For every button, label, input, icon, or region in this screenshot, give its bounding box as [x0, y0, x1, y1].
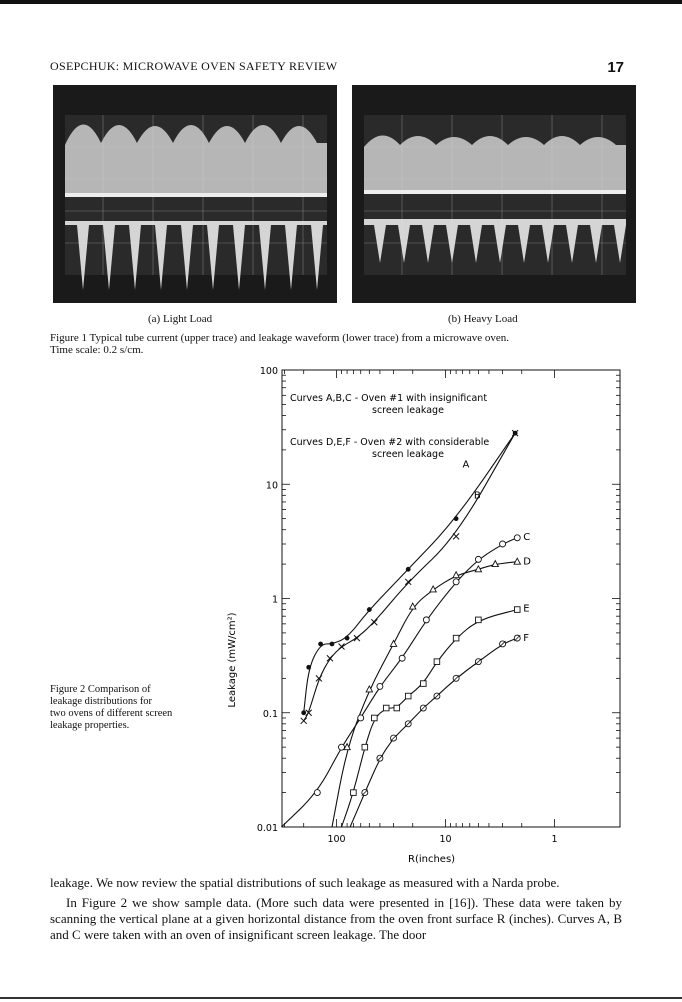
marker-b	[371, 619, 377, 625]
marker-b	[405, 579, 411, 585]
curve-e	[342, 610, 518, 827]
marker-e	[351, 790, 357, 796]
y-tick-label: 1	[271, 594, 278, 606]
marker-c	[399, 655, 405, 661]
marker-a	[406, 567, 411, 572]
x-axis-label: R(inches)	[408, 854, 456, 865]
marker-f	[453, 675, 459, 681]
marker-c	[314, 790, 320, 796]
marker-b	[301, 718, 307, 724]
curve-a	[304, 433, 515, 713]
x-tick-label: 10	[439, 834, 452, 845]
annotation-line2: Curves D,E,F - Oven #2 with considerable	[290, 437, 490, 448]
oscilloscope-photo-light-load	[53, 85, 337, 303]
marker-f	[391, 735, 397, 741]
body-text	[50, 875, 622, 943]
leakage-distribution-chart	[220, 360, 640, 870]
y-tick-label: 0.01	[256, 823, 278, 834]
annotation-line1: Curves A,B,C - Oven #1 with insignificant	[290, 393, 488, 404]
figure1-caption-line1: Figure 1 Typical tube current (upper trace) and leakage waveform (lower trace) from a microwave oven.	[50, 332, 509, 344]
curve-c	[281, 538, 517, 827]
bottom-rule	[0, 997, 682, 999]
marker-c	[475, 556, 481, 562]
marker-e	[453, 635, 459, 641]
top-rule	[0, 0, 682, 4]
series-label-e: E	[523, 603, 530, 615]
marker-e	[362, 744, 368, 750]
marker-e	[394, 705, 400, 711]
marker-c	[453, 579, 459, 585]
marker-c	[423, 617, 429, 623]
marker-b	[354, 635, 360, 641]
marker-c	[514, 535, 520, 541]
annotation-line1b: screen leakage	[372, 405, 444, 416]
series-label-f: F	[523, 633, 530, 645]
marker-f	[362, 790, 368, 796]
figure2-caption-line: leakage distributions for	[50, 696, 153, 707]
figure1-caption	[50, 332, 610, 356]
marker-b	[453, 533, 459, 539]
page-number: 17	[607, 59, 624, 76]
marker-f	[377, 755, 383, 761]
figure1-caption-line2: Time scale: 0.2 s/cm.	[50, 344, 144, 356]
figure2-caption-line: leakage properties.	[50, 720, 130, 731]
marker-a	[367, 607, 372, 612]
marker-e	[405, 693, 411, 699]
x-tick-label: 100	[327, 834, 346, 845]
figure2-caption-line: Figure 2 Comparison of	[50, 684, 151, 695]
marker-f	[405, 721, 411, 727]
curve-b	[304, 433, 515, 721]
marker-d	[514, 558, 520, 564]
series-label-b: B	[473, 490, 481, 502]
marker-a	[318, 642, 323, 647]
marker-e	[476, 617, 482, 623]
marker-e	[420, 681, 426, 687]
marker-d	[390, 640, 396, 646]
subcaption-light-load: (a) Light Load	[148, 313, 213, 325]
y-tick-label: 0.1	[262, 708, 278, 720]
x-tick-label: 1	[551, 834, 558, 845]
marker-e	[383, 705, 389, 711]
paragraph: leakage. We now review the spatial distributions of such leakage as measured with a Narda probe.	[50, 875, 560, 890]
subcaption-heavy-load: (b) Heavy Load	[448, 313, 518, 325]
annotation-line2b: screen leakage	[372, 449, 444, 460]
paragraph: In Figure 2 we show sample data. (More such data were presented in [16]). These data were taken by scanning the vertical plane at a given horizontal distance from the oven front surface R (inches). Curves A, B and C were taken with an oven of insignificant screen leakage. The door	[50, 895, 622, 942]
figure2-caption-line: two ovens of different screen	[50, 708, 173, 719]
marker-f	[420, 705, 426, 711]
marker-b	[339, 644, 345, 650]
marker-a	[345, 636, 350, 641]
marker-f	[434, 693, 440, 699]
series-label-d: D	[523, 556, 531, 568]
marker-a	[306, 665, 311, 670]
chart-curves	[281, 433, 517, 827]
marker-e	[372, 715, 378, 721]
marker-a	[454, 516, 459, 521]
marker-f	[475, 659, 481, 665]
marker-a	[330, 642, 335, 647]
series-label-c: C	[523, 531, 531, 543]
marker-f	[514, 635, 520, 641]
marker-c	[358, 715, 364, 721]
oscilloscope-photo-heavy-load	[352, 85, 636, 303]
y-tick-label: 100	[259, 366, 278, 377]
marker-e	[434, 659, 440, 665]
marker-c	[500, 541, 506, 547]
marker-e	[514, 607, 520, 613]
curve-d	[332, 562, 517, 827]
running-title: OSEPCHUK: MICROWAVE OVEN SAFETY REVIEW	[50, 59, 338, 73]
series-label-a: A	[462, 459, 470, 471]
marker-f	[500, 641, 506, 647]
marker-c	[377, 683, 383, 689]
y-tick-label: 10	[265, 480, 278, 492]
y-axis-label: Leakage (mW/cm²)	[227, 612, 238, 708]
marker-a	[301, 710, 306, 715]
figure2-caption	[50, 684, 200, 732]
